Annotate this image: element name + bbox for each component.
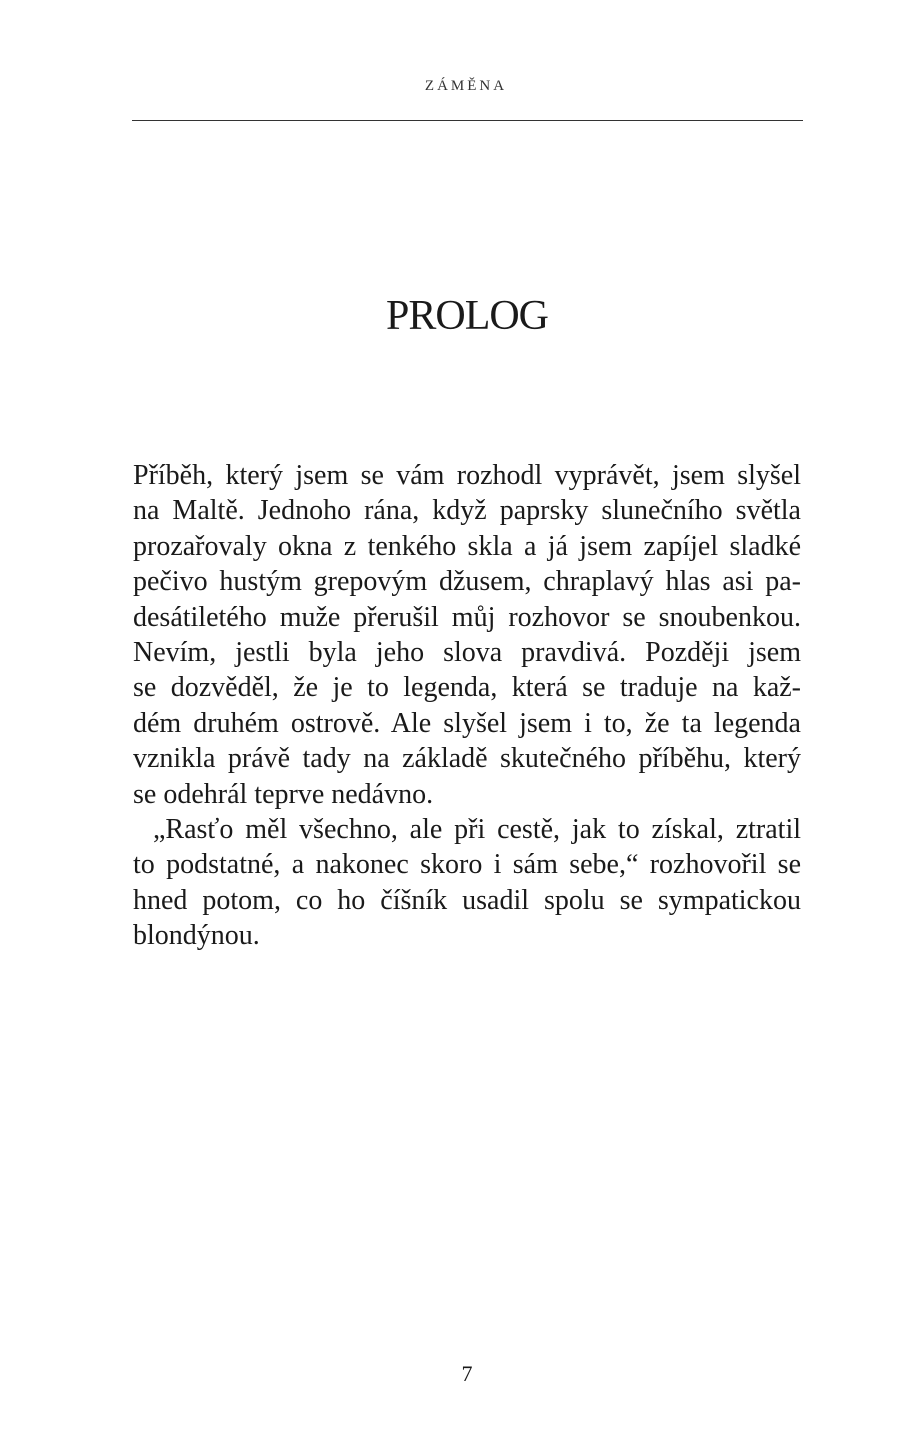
text-line: to podstatné, a nakonec skoro i sám sebe,“ rozhovořil se: [133, 849, 801, 881]
text-line: Nevím, jestli byla jeho slova pravdivá. Později jsem: [133, 637, 801, 669]
text-line: „Rasťo měl všechno, ale při cestě, jak to získal, ztratil: [153, 814, 801, 846]
text-line: pečivo hustým grepovým džusem, chraplavý hlas asi pa-: [133, 566, 801, 598]
paragraph-1: [133, 458, 801, 812]
running-header: ZÁMĚNA: [424, 78, 508, 94]
text-line: blondýnou.: [133, 920, 260, 952]
text-line: vznikla právě tady na základě skutečného příběhu, který: [133, 743, 801, 775]
chapter-title: PROLOG: [385, 293, 549, 339]
text-line: na Maltě. Jednoho rána, když paprsky slunečního světla: [133, 495, 801, 527]
body-text: [133, 458, 801, 954]
paragraph-2: [133, 812, 801, 954]
text-line: se dozvěděl, že je to legenda, která se traduje na kaž-: [133, 672, 801, 704]
text-line: se odehrál teprve nedávno.: [133, 778, 434, 810]
page-number: 7: [461, 1361, 473, 1386]
text-line: desátiletého muže přerušil můj rozhovor se snoubenkou.: [133, 601, 801, 633]
text-line: prozařovaly okna z tenkého skla a já jsem zapíjel sladké: [133, 530, 801, 562]
text-line: dém druhém ostrově. Ale slyšel jsem i to, že ta legenda: [133, 707, 801, 739]
text-line: Příběh, který jsem se vám rozhodl vyprávět, jsem slyšel: [133, 460, 801, 491]
text-line: hned potom, co ho číšník usadil spolu se sympatickou: [133, 884, 801, 916]
header-divider: [132, 120, 803, 121]
